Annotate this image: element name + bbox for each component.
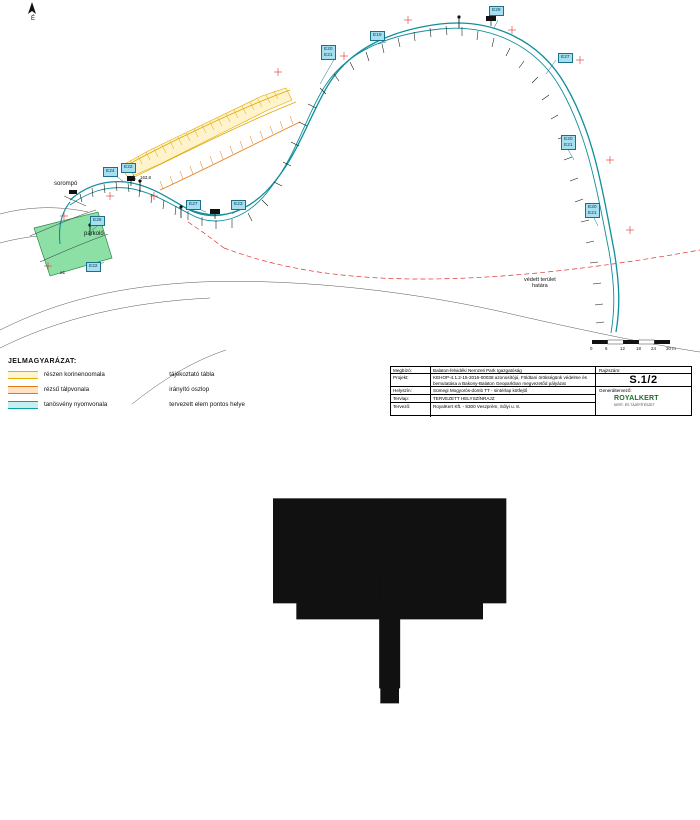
north-indicator: [22, 2, 44, 30]
title-key-project: Projekt:: [391, 374, 431, 386]
legend-item-pole: [133, 385, 245, 394]
scale-tick-12: 12: [620, 346, 625, 351]
map-label-e27-a[interactable]: E27: [558, 53, 573, 63]
title-row-location: [391, 387, 595, 395]
title-block: [390, 366, 692, 416]
title-value-location: Sümegi Mogyorós-domb TT - sintérlap kötfejtő: [433, 388, 528, 393]
title-key-drawing: Tervlap:: [391, 395, 431, 402]
map-label-e22-a[interactable]: E22: [121, 163, 136, 173]
company-name: ROYALKERT: [614, 395, 659, 402]
leaf-logo-icon: [599, 395, 611, 407]
map-label-e24[interactable]: E24: [103, 167, 118, 177]
scale-tick-24: 24: [651, 346, 656, 351]
map-label-e29[interactable]: E29: [489, 6, 504, 16]
info-board-icon: [133, 370, 163, 379]
general-designer-label: Generáltervező:: [599, 388, 632, 393]
legend-label-exact-point: tervezett elem pontos helye: [169, 401, 245, 408]
title-key-location: Helyszín:: [391, 387, 431, 394]
company-tagline: KERT- ÉS TÁJÉPÍTÉSZET: [614, 403, 655, 407]
protected-area-boundary: [188, 222, 700, 279]
legend: [8, 358, 378, 416]
title-block-left: [391, 367, 596, 415]
sheet-number-value: S.1/2: [629, 374, 658, 386]
scale-tick-6: 6: [605, 346, 608, 351]
title-key-designer: Tervező:: [391, 403, 431, 417]
sheet-number-label: Rajzszám:: [596, 367, 691, 374]
title-row-drawing: [391, 395, 595, 403]
element-symbols: [69, 15, 496, 236]
slope-toe-swatch: [8, 386, 38, 394]
scale-tick-30: 30 m: [666, 346, 676, 351]
legend-label-trail: tanösvény nyomvonala: [44, 401, 108, 408]
legend-column-symbols: [133, 370, 245, 409]
map-label-e20-e21-a[interactable]: E20 E21: [321, 45, 336, 60]
title-value-designer: RoyalKert Kft. - 8300 Veszprém, Sólyi u. 8.: [433, 404, 521, 409]
title-row-designer: [391, 403, 595, 417]
legend-label-ridge: részen korinenoomala: [44, 371, 105, 378]
map-label-e20-e21-b[interactable]: E20 E21: [561, 135, 576, 150]
sheet-number-value-wrap: [596, 374, 691, 387]
legend-item-slope-toe: [8, 385, 107, 394]
north-label: É: [30, 16, 35, 22]
title-value-drawing: TERVEZETT HELYSZÍNRAJZ: [433, 396, 495, 401]
title-row-client: [391, 367, 595, 374]
legend-title: JELMAGYARÁZAT:: [8, 358, 77, 365]
map-label-e22-b[interactable]: E22: [86, 262, 101, 272]
legend-column-lines: [8, 370, 107, 409]
title-value-project: KEHOP-4.1.2-15-2016-00038 azonosítójú, Földtani örökségünk védelme és bemutatása a Bakony-Balaton Geoparkban megvezetőd pályázat: [433, 375, 587, 386]
scale-tick-18: 18: [636, 346, 641, 351]
protected-area-label: védett terület határa: [524, 277, 556, 289]
elevation-label-2: ø1: [60, 270, 66, 275]
legend-item-exact-point: [133, 400, 245, 409]
trail-swatch: [8, 401, 38, 409]
cross-point-icon: [133, 400, 163, 409]
legend-item-trail: [8, 400, 107, 409]
map-label-e27-b[interactable]: E27: [186, 200, 201, 210]
title-row-project: [391, 374, 595, 387]
map-label-e19[interactable]: E19: [370, 31, 385, 41]
barrier-label: sorompó: [54, 181, 78, 187]
legend-item-ridge: [8, 370, 107, 379]
scale-bar-graphic: [592, 340, 670, 344]
legend-item-info-board: [133, 370, 245, 379]
parking-label: parkoló: [84, 231, 104, 237]
legend-label-slope-toe: rézsű tálpvonala: [44, 386, 90, 393]
pole-icon: [133, 385, 163, 394]
map-label-e23[interactable]: E23: [231, 200, 246, 210]
elevation-label-1: 163,8: [140, 175, 151, 180]
ridge-line-swatch: [8, 371, 38, 379]
title-block-right: [596, 367, 691, 415]
general-designer-block: [596, 387, 691, 415]
survey-points: [44, 16, 634, 270]
map-label-e25[interactable]: E25: [90, 216, 105, 226]
legend-label-pole: irányító oszlop: [169, 386, 210, 393]
title-key-client: Megbízó:: [391, 367, 431, 373]
title-value-client: Balaton-felvidéki Nemzeti Park Igazgatóság: [433, 368, 522, 373]
map-label-e20-e21-c[interactable]: E20 E21: [585, 203, 600, 218]
quarry-face-hatching: [121, 88, 296, 180]
legend-label-info-board: tájékoztató tábla: [169, 371, 215, 378]
company-logo: [599, 395, 688, 407]
scale-tick-0: 0: [590, 346, 593, 351]
